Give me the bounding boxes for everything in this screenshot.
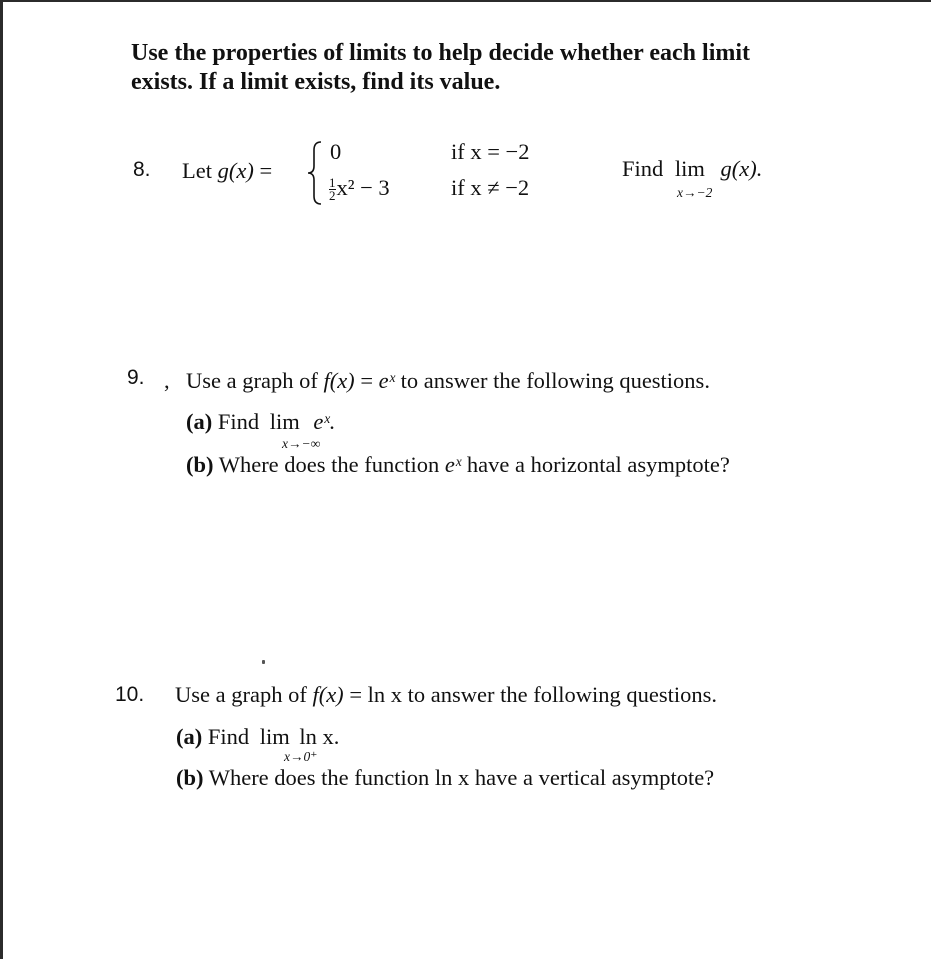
problem-9-intro: Use a graph of f(x) = eˣ to answer the following questions. (186, 368, 710, 393)
case-2-condition: if x ≠ −2 (451, 175, 530, 200)
limit-subscript-8: x→−2 (677, 185, 713, 200)
problem-10-part-a: (a) Find lim ln x. (176, 724, 340, 749)
stray-mark: , (164, 368, 170, 393)
problem-9-part-a: (a) Find lim eˣ. (186, 409, 336, 434)
stray-speck (262, 660, 265, 664)
case-1-condition: if x = −2 (451, 139, 530, 164)
case-1-expression: 0 (330, 139, 342, 164)
problem-10-intro: Use a graph of f(x) = ln x to answer the following questions. (175, 682, 717, 707)
problem-9-number: 9. (127, 366, 145, 389)
limit-subscript-10: x→0⁺ (284, 749, 318, 764)
limit-subscript-9: x→−∞ (282, 436, 321, 451)
problem-8-number: 8. (133, 158, 151, 181)
left-brace-icon (306, 140, 324, 206)
fraction-one-half: $\frac{1}{2}$ (329, 175, 336, 204)
page-left-border (0, 0, 3, 959)
problem-8-let: Let g(x) = (182, 158, 273, 183)
problem-10-number: 10. (115, 683, 145, 706)
instructions-line-2: exists. If a limit exists, find its value. (131, 69, 501, 95)
problem-8-find: Find lim g(x). (622, 156, 763, 181)
instructions-line-1: Use the properties of limits to help decide whether each limit (131, 40, 751, 66)
page-top-border (0, 0, 931, 2)
function-g: g(x) (217, 158, 254, 183)
problem-10-part-b: (b) Where does the function ln x have a vertical asymptote? (176, 765, 715, 790)
problem-9-part-b: (b) Where does the function eˣ have a horizontal asymptote? (186, 452, 730, 477)
case-2-expression: $\frac{1}{2}$ x² − 3 (329, 175, 390, 204)
